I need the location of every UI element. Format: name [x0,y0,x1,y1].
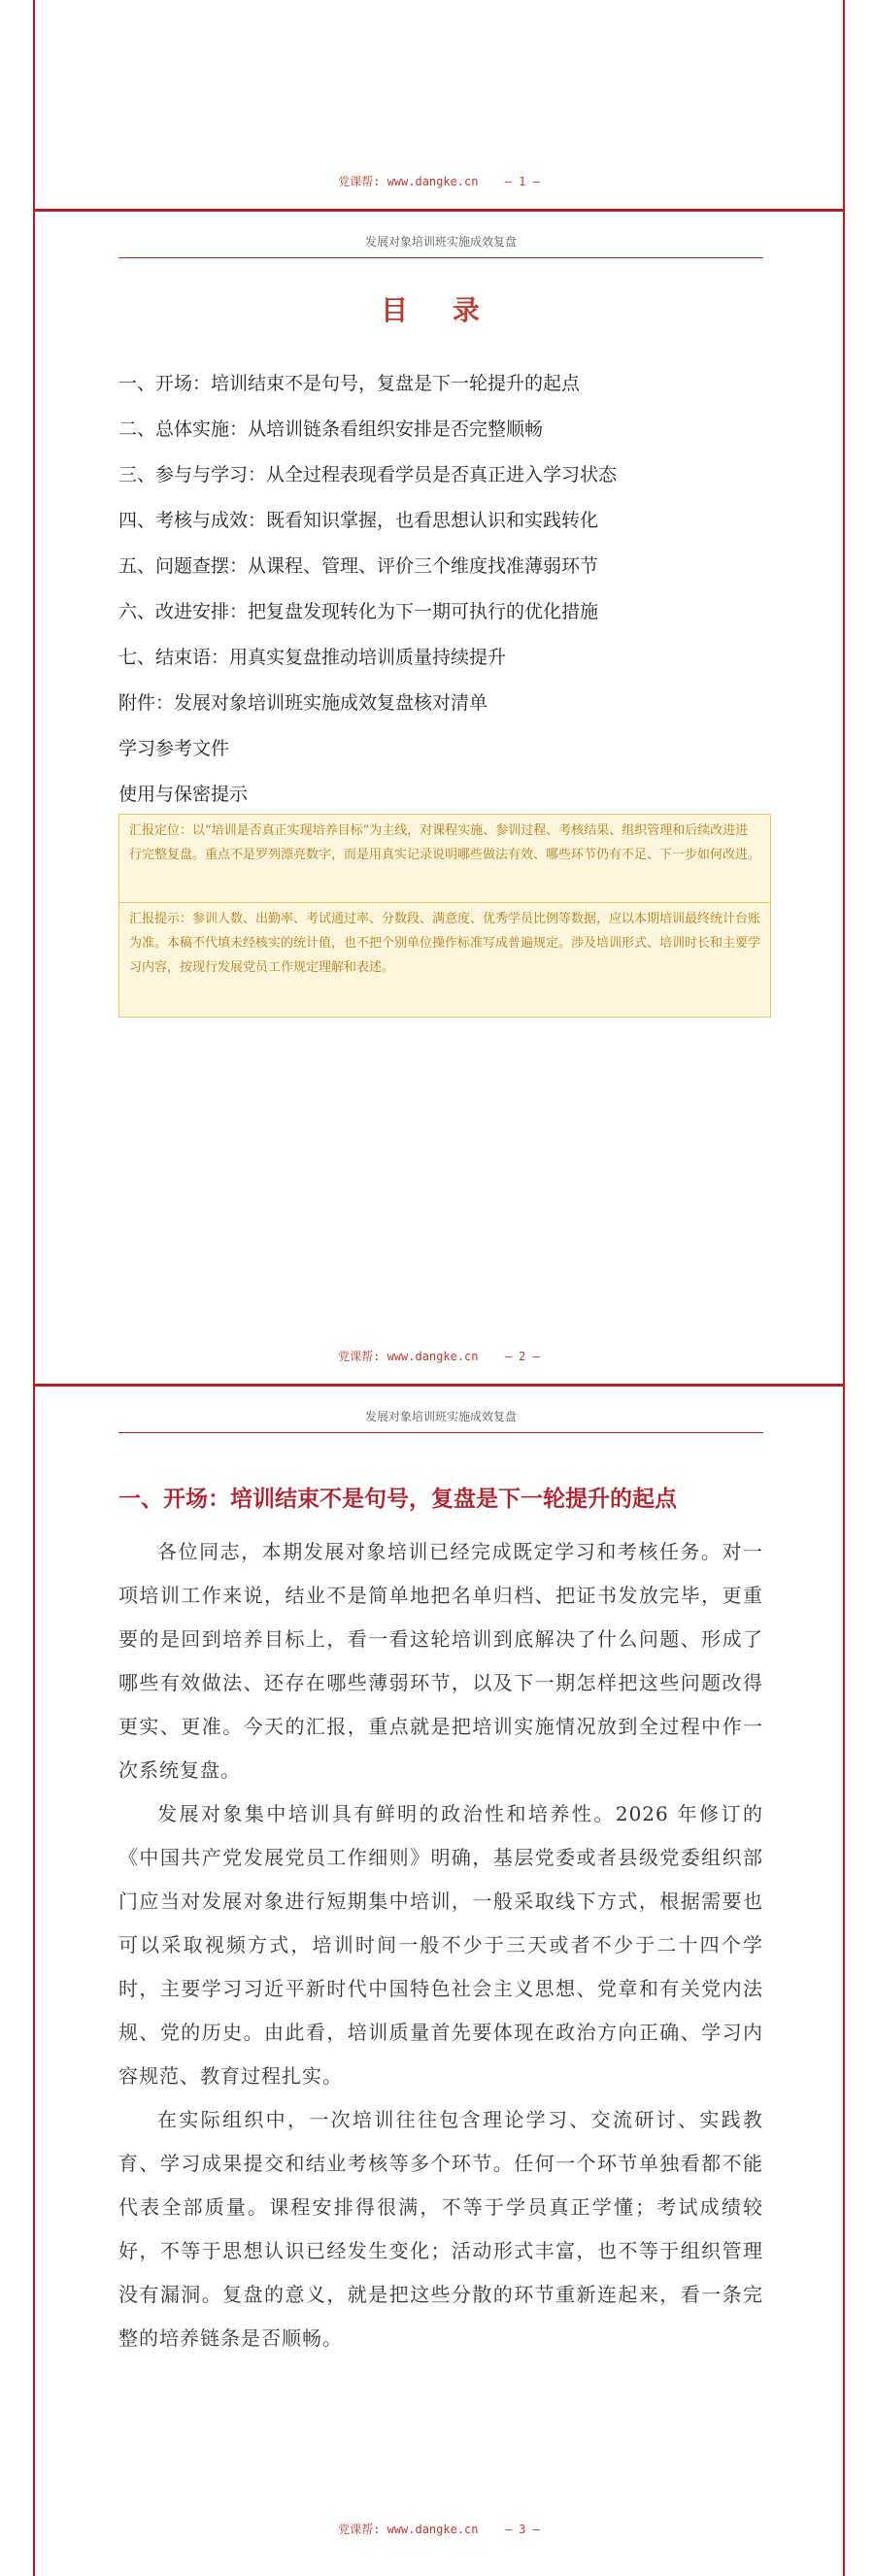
page-2 [33,212,845,1385]
footer-page-number: — 2 — [504,1350,540,1363]
toc-item[interactable]: 一、开场：培训结束不是句号，复盘是下一轮提升的起点 [118,373,581,394]
page-footer [35,173,843,189]
paragraph: 各位同志，本期发展对象培训已经完成既定学习和考核任务。对一项培训工作来说，结业不是简单地把名单归档、把证书发放完毕，更重要的是回到培养目标上，看一看这轮培训到底解决了什么问题、形成了哪些有效做法、还存在哪些薄弱环节，以及下一期怎样把这些问题改得更实、更准。今天的汇报，重点就是把培训实施情况放到全过程中作一次系统复盘。 [118,1540,763,1782]
page-3 [33,1387,845,2576]
page-1 [33,0,845,210]
toc-item[interactable]: 三、参与与学习：从全过程表现看学员是否真正进入学习状态 [118,464,618,485]
page-footer [35,2521,843,2537]
toc-list [118,361,779,818]
toc-item[interactable]: 四、考核与成效：既看知识掌握，也看思想认识和实践转化 [118,510,599,531]
section-heading: 一、开场：培训结束不是句号，复盘是下一轮提升的起点 [118,1487,677,1512]
toc-item[interactable]: 二、总体实施：从培训链条看组织安排是否完整顺畅 [118,418,544,440]
toc-item[interactable]: 使用与保密提示 [118,784,249,805]
paragraph: 发展对象集中培训具有鲜明的政治性和培养性。2026 年修订的《中国共产党发展党员工作细则》明确，基层党委或者县级党委组织部门应当对发展对象进行短期集中培训，一般采取线下方式，根据需要也可以采取视频方式，培训时间一般不少于三天或者不少于二十四个学时，主要学习习近平新时代中国特色社会主义思想、党章和有关党内法规、党的历史。由此看，培训质量首先要体现在政治方向正确、学习内容规范、教育过程扎实。 [118,1802,763,2088]
running-header: 发展对象培训班实施成效复盘 [118,233,763,258]
footer-site: 党课帮: www.dangke.cn [338,1350,479,1363]
toc-title: 目 录 [381,294,497,326]
body-text [118,1530,763,2360]
paragraph: 在实际组织中，一次培训往往包含理论学习、交流研讨、实践教育、学习成果提交和结业考核等多个环节。任何一个环节单独看都不能代表全部质量。课程安排得很满，不等于学员真正学懂；考试成绩较好，不等于思想认识已经发生变化；活动形式丰富，也不等于组织管理没有漏洞。复盘的意义，就是把这些分散的环节重新连起来，看一条完整的培养链条是否顺畅。 [118,2108,763,2350]
report-positioning-note: 汇报定位：以“培训是否真正实现培养目标”为主线，对课程实施、参训过程、考核结果、组织管理和后续改进进行完整复盘。重点不是罗列漂亮数字，而是用真实记录说明哪些做法有效、哪些环节仍有不足、下一步如何改进。 [118,814,771,903]
report-hint-note: 汇报提示：参训人数、出勤率、考试通过率、分数段、满意度、优秀学员比例等数据，应以本期培训最终统计台账为准。本稿不代填未经核实的统计值，也不把个别单位操作标准写成普遍规定。涉及培训形式、培训时长和主要学习内容，按现行发展党员工作规定理解和表述。 [118,903,771,1018]
toc-item[interactable]: 七、结束语：用真实复盘推动培训质量持续提升 [118,647,507,668]
toc-item[interactable]: 附件：发展对象培训班实施成效复盘核对清单 [118,692,488,714]
running-header: 发展对象培训班实施成效复盘 [118,1408,763,1433]
toc-item[interactable]: 六、改进安排：把复盘发现转化为下一期可执行的优化措施 [118,601,599,622]
toc-item[interactable]: 五、问题查摆：从课程、管理、评价三个维度找准薄弱环节 [118,555,599,577]
footer-site: 党课帮: www.dangke.cn [338,2523,479,2536]
footer-page-number: — 1 — [504,175,540,188]
toc-item[interactable]: 学习参考文件 [118,738,230,759]
footer-page-number: — 3 — [504,2523,540,2536]
page-footer [35,1348,843,1364]
footer-site: 党课帮: www.dangke.cn [338,175,479,188]
